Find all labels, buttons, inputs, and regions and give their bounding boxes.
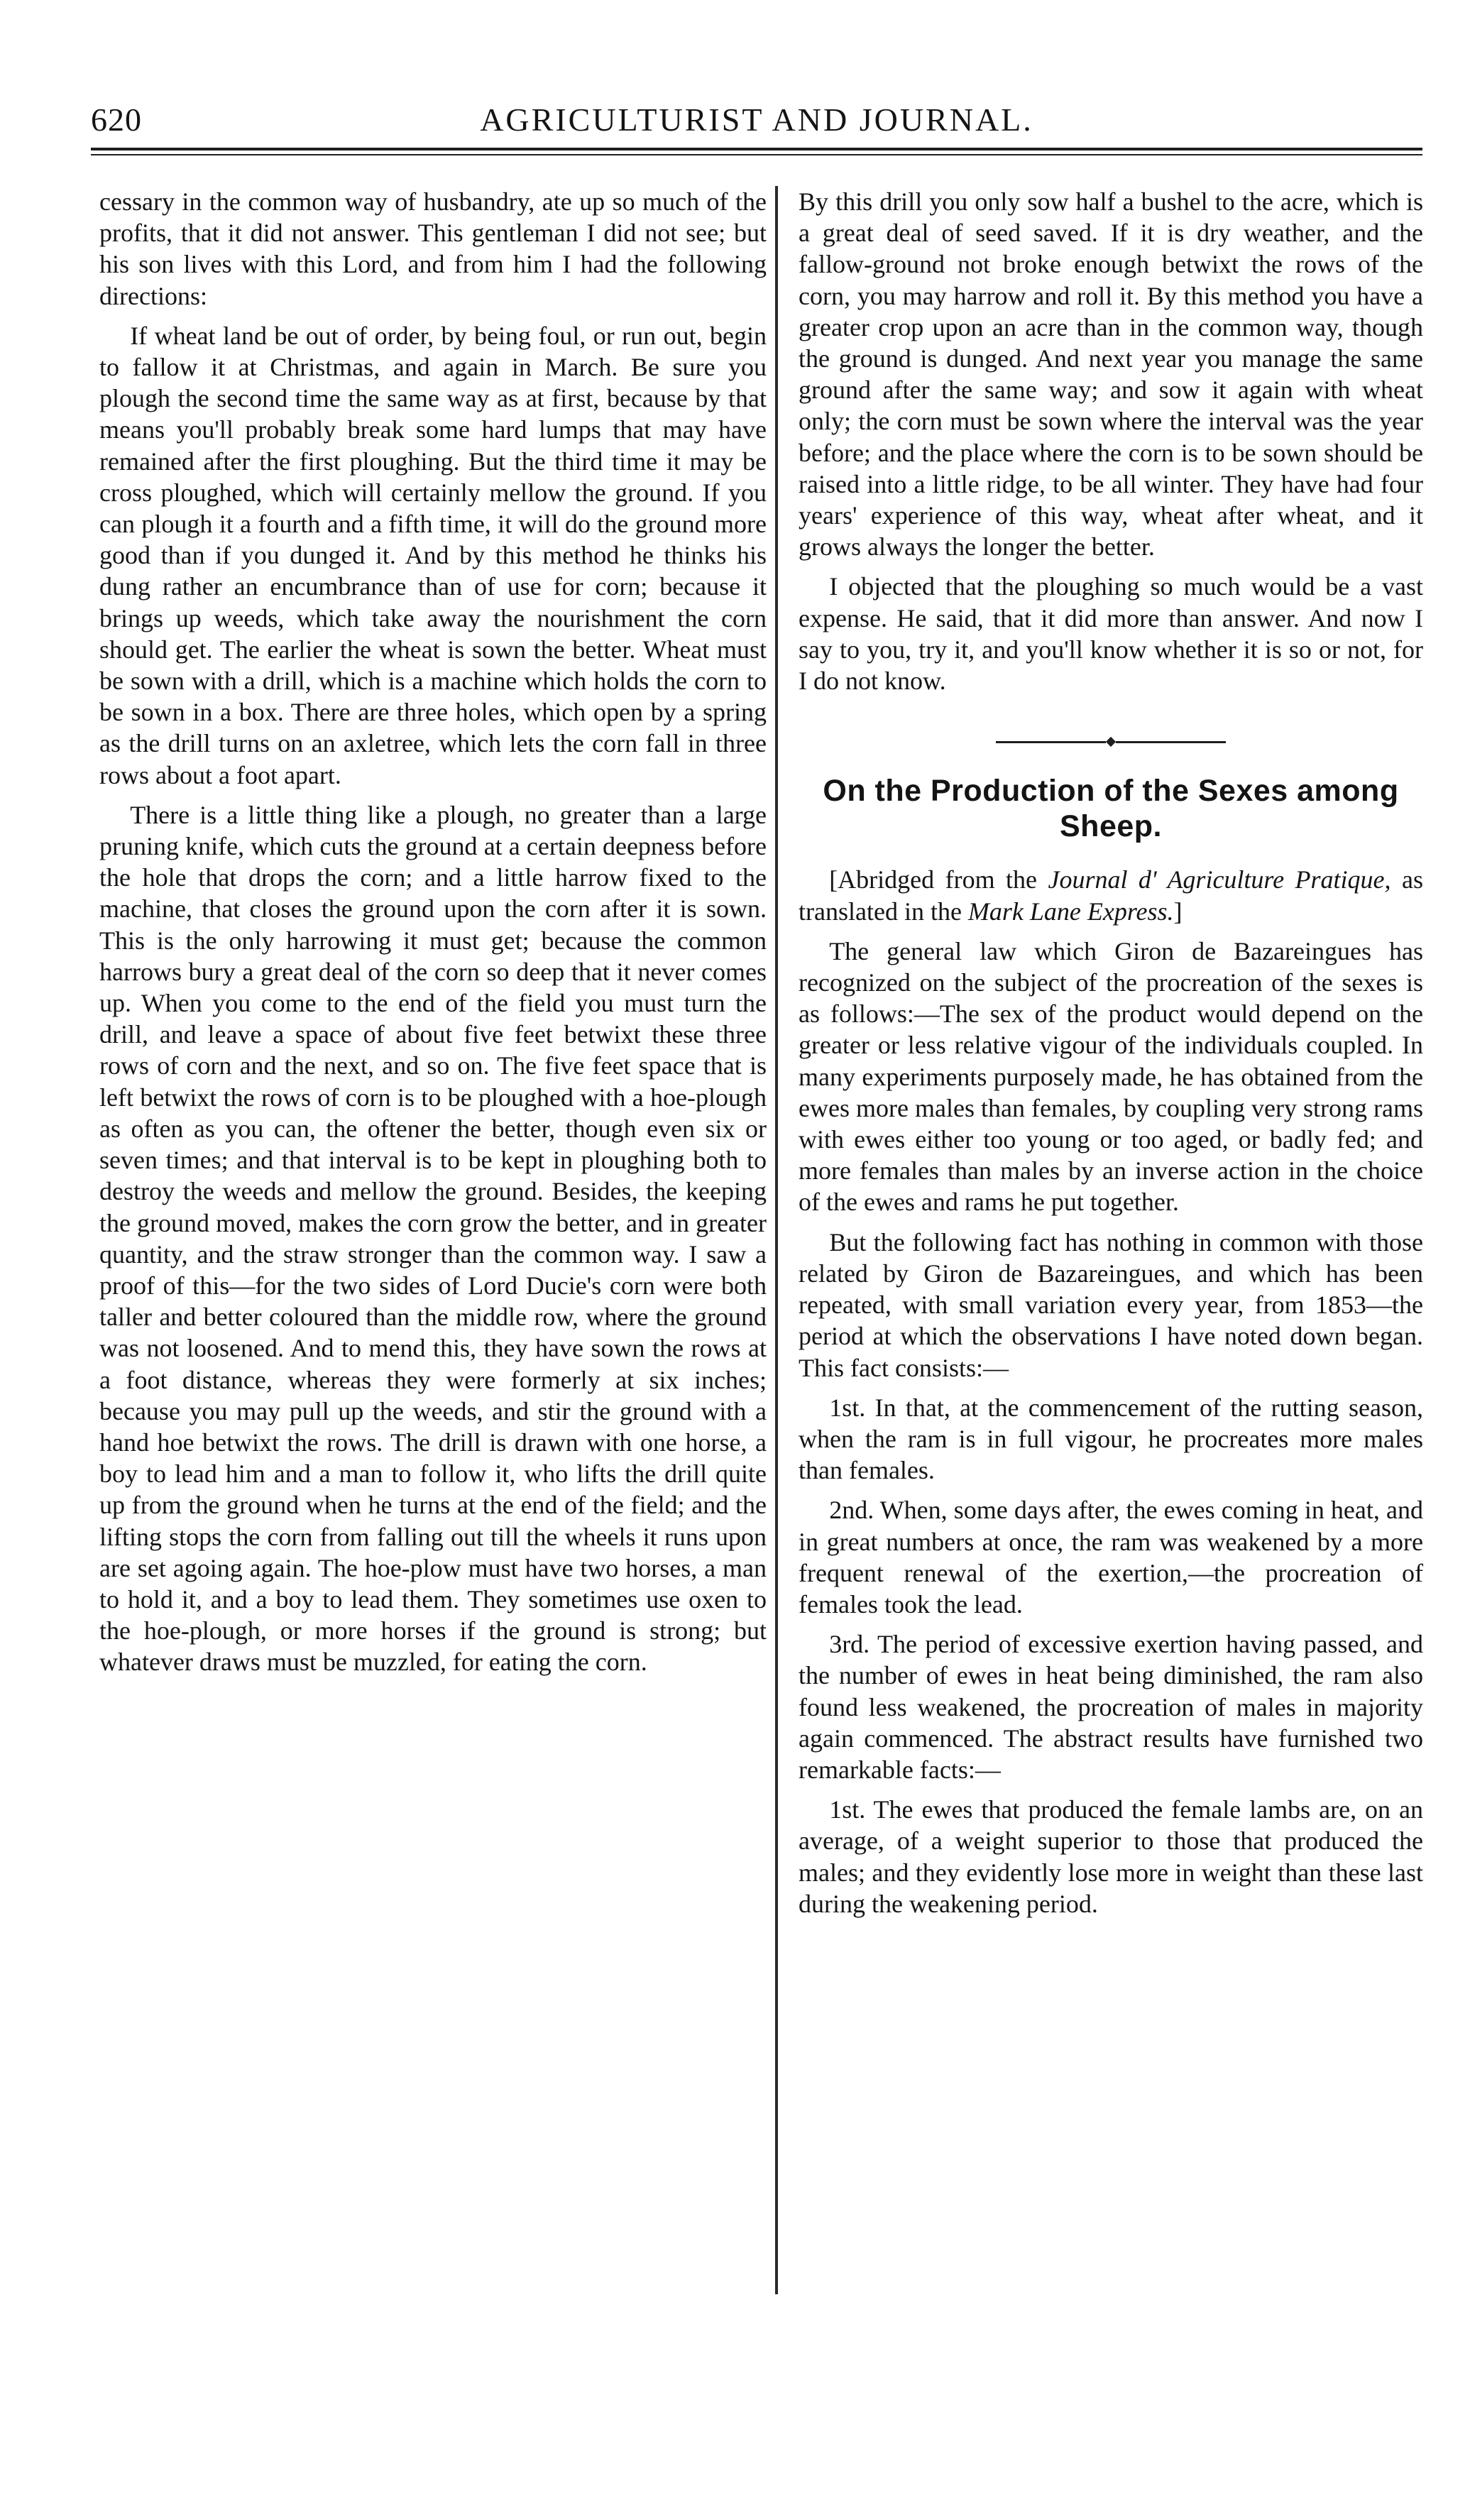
header-rule-bottom [91,154,1422,155]
paragraph: 3rd. The period of excessive exertion having passed, and the number of ewes in heat being diminished, the ram also found less weakened, the procreation of males in majority again commenced. The abstract results have furnished two remarkable facts:— [799,1630,1423,1784]
paragraph: The general law which Giron de Bazareingues has recognized on the subject of the procreation of the sexes is as follows:—The sex of the product would depend on the greater or less relative vigour of the individuals coupled. In many experiments purposely made, he has obtained from the ewes more males than females, by coupling very strong rams with ewes either too young or too aged, or badly fed; and more females than males by an inverse action in the choice of the ewes and rams he put together. [799,936,1423,1217]
section-ornament [799,725,1423,756]
header-rule-top [91,148,1422,150]
paragraph: cessary in the common way of husbandry, ate up so much of the profits, that it did not answer. This gentleman I did not see; but his son lives with this Lord, and from him I had the following directions: [99,187,767,310]
page-number: 620 [91,102,142,138]
left-column [99,186,767,1687]
paragraph: If wheat land be out of order, by being foul, or run out, begin to fallow it at Christmas, and again in March. Be sure you plough the second time the same way as at first, because by that means you'll probably break some hard lumps that may have remained after the first ploughing. But the third time it may be cross ploughed, which will certainly mellow the ground. If you can plough it a fourth and a fifth time, it will do the ground more good than if you dunged it. And by this method he thinks his dung rather an encumbrance than of use for corn; because it brings up weeds, which take away the nourishment the corn should get. The earlier the wheat is sown the better. Wheat must be sown with a drill, which is a machine which holds the corn to be sown in a box. There are three holes, which open by a spring as the drill turns on an axletree, which lets the corn fall in three rows about a foot apart. [99,321,767,789]
paragraph: I objected that the ploughing so much would be a vast expense. He said, that it did more than answer. And now I say to you, try it, and you'll know whether it is so or not, for I do not know. [799,572,1423,696]
column-divider [775,186,778,2294]
paragraph: 1st. The ewes that produced the female lambs are, on an average, of a weight superior to those that produced the males; and they evidently lose more in weight than these last during the weakening period. [799,1795,1423,1918]
page-header [91,97,1422,146]
article-title: On the Production of the Sexes among Sheep. [823,774,1399,844]
paragraph: There is a little thing like a plough, no greater than a large pruning knife, which cuts the ground at a certain deepness before the hole that drops the corn; and a little harrow fixed to the machine, that closes the ground upon the corn after it is sown. This is the only harrowing it must get; because the common harrows bury a great deal of the corn so deep that it never comes up. When you come to the end of the field you must turn the drill, and leave a space of about five feet betwixt these three rows of corn and the next, and so on. The five feet space that is left betwixt the rows of corn is to be ploughed with a hoe-plough as often as you can, the oftener the better, though even six or seven times; and that interval is to be kept in ploughing both to destroy the weeds and mellow the ground. Besides, the keeping the ground moved, makes the corn grow the better, and in greater quantity, and the straw stronger than the common way. I saw a proof of this—for the two sides of Lord Ducie's corn were both taller and better coloured than the middle row, where the ground was not loosened. And to mend this, they have sown the rows at a foot distance, whereas they were formerly at six inches; because you may pull up the weeds, and stir the ground with a hand hoe betwixt the rows. The drill is drawn with one horse, a boy to lead him and a man to follow it, who lifts the drill quite up from the ground when he turns at the end of the field; and the lifting stops the corn from falling out till the wheels it runs upon are set agoing again. The hoe-plow must have two horses, a man to hold it, and a boy to lead them. They sometimes use oxen to the hoe-plough, or more horses if the ground is strong; but whatever draws must be muzzled, for eating the corn. [99,800,767,1677]
article-source-note: [Abridged from the Journal d' Agriculture Pratique, as translated in the Mark Lane Express.] [799,865,1423,926]
paragraph: But the following fact has nothing in common with those related by Giron de Bazareingues, and which has been repeated, with small variation every year, from 1853—the period at which the observations I have noted down began. This fact consists:— [799,1227,1423,1382]
paragraph: 2nd. When, some days after, the ewes coming in heat, and in great numbers at once, the ram was weakened by a more frequent renewal of the exertion,—the procreation of females took the lead. [799,1496,1423,1618]
paper-name: Mark Lane Express. [967,897,1174,926]
paragraph: By this drill you only sow half a bushel to the acre, which is a great deal of seed saved. If it is dry weather, and the fallow-ground not broke enough betwixt the rows of the corn, you may harrow and roll it. By this method you have a greater crop upon an acre than in the common way, though the ground is dunged. And next year you manage the same ground after the same way; and sow it again with wheat only; the corn must be sown where the interval was the year before; and the place where the corn is to be sown should be raised into a little ridge, to be all winter. They have had four years' experience of this way, wheat after wheat, and it grows always the longer the better. [799,187,1423,561]
paragraph: 1st. In that, at the commencement of the rutting season, when the ram is in full vigour, he procreates more males than females. [799,1393,1423,1485]
running-title: AGRICULTURIST AND JOURNAL. [480,102,1033,138]
journal-name: Journal d' Agriculture Pratique, [1048,865,1391,894]
right-column [799,186,1423,1928]
